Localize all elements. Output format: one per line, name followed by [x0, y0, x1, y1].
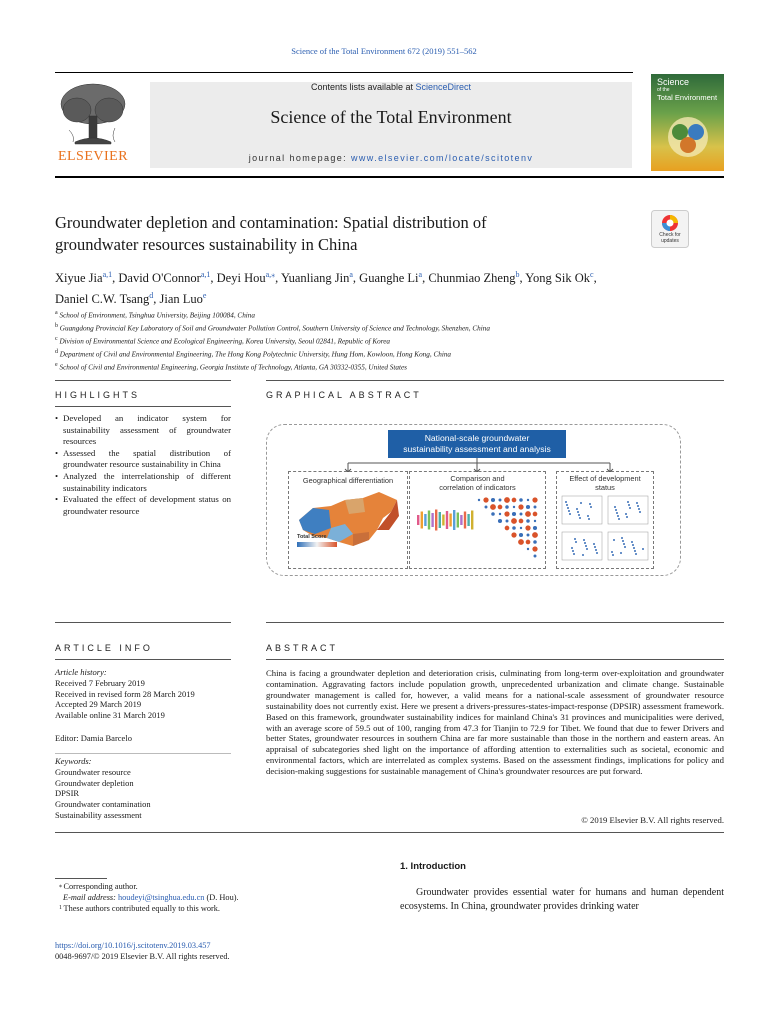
ga-scatter-point [574, 538, 576, 540]
ga-correlation-dot [511, 518, 517, 524]
ga-boxplot-mark [471, 511, 473, 530]
keyword[interactable]: Groundwater resource [55, 766, 131, 777]
email-link[interactable]: houdeyi@tsinghua.edu.cn [118, 893, 205, 903]
ga-boxplot-mark [460, 515, 462, 525]
ga-correlation-dot [478, 499, 480, 501]
ga-boxplot-mark [446, 511, 448, 529]
history-entry: Received in revised form 28 March 2019 [55, 688, 195, 699]
ga-correlation-dot [532, 532, 538, 538]
article-title-line-1: Groundwater depletion and contamination: Spatial distribution of [55, 213, 487, 232]
affiliation-text: School of Environment, Tsinghua University, Beijing 100084, China [59, 311, 255, 320]
highlights-heading: HIGHLIGHTS [55, 390, 141, 400]
author-separator: , [210, 271, 217, 286]
abstract-rule [266, 622, 724, 623]
author-separator: , [112, 271, 119, 286]
crossmark-badge[interactable] [651, 210, 689, 248]
cover-title-3: Total Environment [657, 93, 718, 102]
affiliation-list [55, 308, 735, 372]
ga-correlation-dot [527, 534, 530, 537]
homepage-link[interactable]: www.elsevier.com/locate/scitotenv [351, 153, 534, 163]
ga-scatter-point [637, 505, 639, 507]
author-affiliation-marker[interactable]: b [515, 270, 520, 279]
abstract-text: China is facing a groundwater depletion and deterioration crisis, culminating from long-term over-exploitation and groundwater contamination. Aggravating factors include population growth, unprecedented urbanization and climate change. Sustainable groundwater management is called for, however, a valid means for a national-scale assessment of groundwater resource sustainability does not currently exist. Here we present a drivers-pressures-states-impact-response (DPSIR) assessment framework. Based on this framework, groundwater sustainability indices for mainland China's 31 provinces and municipalities were derived, with an average score of 59.5 out of 100, ranging from 47.3 for Tianjin to 72.9 for Tibet. We found that due to fewer Drivers and better States, groundwater resources in southern China are far more sustainable than those in the northern and eastern areas. An appraisal of subcategories shed light on the importance of affording attention to externalities such as societal, economic and environmental factors, which are interrelated as complex systems. Based on the assessment findings, implications for policy and decision-making suggestions for sustainable management of China's groundwater resources are put forward. [266, 668, 724, 777]
author-name[interactable]: Guanghe Li [359, 271, 419, 286]
ga-scatter-point [618, 518, 620, 520]
introduction-paragraph: Groundwater provides essential water for humans and human dependent ecosystems. In China, groundwater provides drinking water [400, 887, 724, 912]
affiliation-marker: b [55, 322, 58, 329]
keywords-block [55, 756, 231, 821]
affiliation [55, 334, 735, 347]
header-rule-bottom [55, 176, 724, 178]
homepage-prefix: journal homepage: [248, 153, 351, 163]
email-label: E-mail address: [63, 893, 118, 903]
ga-correlation-dot [519, 498, 523, 502]
affiliation [55, 347, 735, 360]
ga-scatter-point [623, 543, 625, 545]
article-title [55, 212, 615, 256]
ga-correlation-dot [499, 513, 501, 515]
crossmark-label-1: Check for [659, 232, 681, 238]
ga-correlation-dot [526, 519, 530, 523]
ga-boxplot-mark [435, 510, 437, 531]
ga-scatter-point [571, 547, 573, 549]
author-separator: , [153, 292, 160, 307]
ga-connector-lines [280, 458, 670, 472]
article-info-rule-2 [55, 659, 231, 660]
graphical-abstract-heading: GRAPHICAL ABSTRACT [266, 390, 422, 400]
journal-cover[interactable] [651, 74, 724, 171]
ga-scatter-point [596, 552, 598, 554]
author-separator: , [422, 271, 429, 286]
ga-correlation-dot [483, 497, 488, 502]
email-suffix: (D. Hou). [204, 893, 239, 903]
ga-boxplot-mark [417, 515, 419, 525]
author-affiliation-marker[interactable]: d [149, 291, 154, 301]
footnote-rule [55, 878, 107, 879]
ga-scatter-point [634, 550, 636, 552]
article-info-heading: ARTICLE INFO [55, 643, 153, 653]
ga-scatter-point [572, 550, 574, 552]
front-matter-rule [55, 832, 724, 833]
ga-scatter-point [636, 502, 638, 504]
ga-scatter-point [638, 508, 640, 510]
ga-panel-development-label-1: Effect of development [569, 474, 641, 483]
ga-boxplot-mark [464, 512, 466, 529]
author-name[interactable]: David O'Connor [118, 271, 201, 286]
cover-title-2: of the [657, 87, 670, 93]
journal-citation[interactable]: Science of the Total Environment 672 (2019) 551–562 [291, 46, 477, 56]
ga-scatter-point [594, 546, 596, 548]
ga-correlation-dot [505, 526, 510, 531]
ga-scatter-point [642, 548, 644, 550]
keywords-rule [55, 753, 231, 754]
ga-scatter-point [622, 540, 624, 542]
ga-scatter-point [576, 508, 578, 510]
ga-boxplot-mark [467, 514, 469, 526]
ga-correlation-dot [498, 505, 503, 510]
highlight-item: • Developed an indicator system for sustainability assessment of groundwater resources [55, 413, 231, 448]
issn-line: 0048-9697/© 2019 Elsevier B.V. All rights reserved. [55, 952, 230, 962]
ga-boxplot-mark [421, 512, 423, 529]
author-separator: , [352, 271, 360, 286]
scatter-thumbnails [560, 494, 652, 566]
ga-correlation-dot [532, 497, 537, 502]
ga-scatter-point [580, 502, 582, 504]
ga-scatter-point [590, 506, 592, 508]
contents-prefix: Contents lists available at [310, 82, 416, 92]
highlight-item: • Analyzed the interrelationship of different sustainability indicators [55, 471, 231, 494]
corresponding-author-note: Corresponding author. [63, 882, 138, 891]
author-list [55, 266, 735, 308]
ga-scatter-point [635, 553, 637, 555]
ga-scatter-point [621, 537, 623, 539]
author-affiliation-marker[interactable]: a [349, 270, 353, 279]
ga-panel-development-label-2: status [595, 483, 615, 492]
highlight-item: • Evaluated the effect of development status on groundwater resource [55, 494, 231, 517]
ga-boxplot-mark [442, 515, 444, 526]
ga-correlation-dot [533, 512, 538, 517]
ga-scatter-point [566, 504, 568, 506]
ga-correlation-dot [505, 505, 509, 509]
ga-scatter-point [616, 512, 618, 514]
ga-scatter-point [586, 548, 588, 550]
ga-panel-comparison-label-2: correlation of indicators [439, 483, 516, 492]
abstract-heading: ABSTRACT [266, 643, 339, 653]
author-affiliation-marker[interactable]: e [202, 291, 207, 301]
ga-panel-comparison [409, 471, 546, 569]
china-map-thumbnail [293, 490, 405, 558]
ga-scatter-point [589, 503, 591, 505]
author-affiliation-marker[interactable]: a,1 [102, 270, 113, 279]
ga-correlation-dot [519, 533, 523, 537]
ga-correlation-dot [525, 525, 530, 530]
ga-boxplot-mark [449, 514, 451, 527]
ga-scatter-point [582, 554, 584, 556]
ga-scatter-point [627, 501, 629, 503]
ga-scatter-point [626, 516, 628, 518]
ga-scatter-point [575, 541, 577, 543]
affiliation [55, 308, 735, 321]
author-name[interactable]: Daniel C.W. Tsang [55, 292, 150, 307]
ga-correlation-dot [525, 511, 531, 517]
ga-scatter-point [587, 515, 589, 517]
ga-scatter-point [629, 507, 631, 509]
ga-correlation-dot [491, 512, 495, 516]
keyword[interactable]: DPSIR [55, 788, 80, 799]
ga-scatter-point [631, 541, 633, 543]
ga-correlation-dot [513, 506, 515, 508]
graphical-abstract-title [388, 430, 566, 458]
ga-correlation-dot [534, 555, 537, 558]
map-legend-title: Total Score [297, 534, 327, 540]
ga-scatter-point [620, 552, 622, 554]
ga-correlation-dot [518, 504, 523, 509]
affiliation [55, 360, 735, 373]
affiliation-marker: e [55, 361, 58, 368]
article-title-line-2: groundwater resources sustainability in China [55, 235, 358, 254]
ga-title-line-1: National-scale groundwater [424, 433, 530, 443]
ga-scatter-point [583, 539, 585, 541]
ga-scatter-point [585, 545, 587, 547]
author-affiliation-marker[interactable]: c [590, 270, 594, 279]
ga-boxplot-mark [428, 511, 430, 530]
affiliation-text: School of Civil and Environmental Engineering, Georgia Institute of Technology, Atlanta, GA 30332-0355, United States [59, 362, 407, 371]
ga-correlation-dot [519, 519, 524, 524]
author-affiliation-marker[interactable]: a,⁎ [265, 270, 276, 279]
ga-scatter-point [567, 507, 569, 509]
highlights-rule-top [55, 380, 231, 381]
ga-scatter-point [568, 510, 570, 512]
ga-panel-geography [288, 471, 408, 569]
ga-scatter-point [569, 513, 571, 515]
ga-correlation-dot [532, 546, 537, 551]
ga-correlation-dot [526, 540, 531, 545]
author-name[interactable]: Chunmiao Zheng [428, 271, 516, 286]
ga-correlation-dot [512, 526, 516, 530]
ga-correlation-dot [534, 520, 536, 522]
ga-correlation-dot [498, 519, 502, 523]
ga-boxplot-mark [424, 514, 426, 526]
affiliation [55, 321, 735, 334]
history-entry: Accepted 29 March 2019 [55, 699, 142, 710]
ga-scatter-point [632, 544, 634, 546]
ga-correlation-dot [520, 527, 522, 529]
author-name[interactable]: Jian Luo [159, 292, 203, 307]
ga-scatter-point [615, 509, 617, 511]
cover-title-1: Science [657, 77, 690, 87]
ga-scatter-point [639, 511, 641, 513]
ga-scatter-point [588, 518, 590, 520]
highlights-list [55, 413, 231, 517]
ga-correlation-dot [526, 505, 530, 509]
author-name[interactable]: Deyi Hou [216, 271, 266, 286]
ga-scatter-point [573, 553, 575, 555]
ga-scatter-point [614, 506, 616, 508]
sciencedirect-link[interactable]: ScienceDirect [415, 82, 472, 92]
crossmark-label-2: updates [661, 238, 679, 244]
journal-homepage [150, 153, 632, 163]
author-separator: , [275, 271, 281, 286]
ga-scatter-point [612, 554, 614, 556]
keyword[interactable]: Sustainability assessment [55, 809, 142, 820]
editor-line: Editor: Damia Barcelo [55, 733, 132, 743]
article-history [55, 667, 231, 721]
keyword[interactable]: Groundwater contamination [55, 799, 151, 810]
author-affiliation-marker[interactable]: a [418, 270, 423, 279]
ga-scatter-point [593, 543, 595, 545]
footnotes: ⁎ Corresponding author. E-mail address: houdeyi@tsinghua.edu.cn (D. Hou). $^1$ These authors contributed equally to this work. [59, 882, 239, 914]
affiliation-marker: c [55, 335, 58, 342]
affiliation-text: Department of Civil and Environmental Engineering, The Hong Kong Polytechnic University, Hung Hom, Kowloon, Hong Kong, China [59, 350, 452, 359]
ga-scatter-point [595, 549, 597, 551]
ga-correlation-dot [527, 499, 529, 501]
ga-correlation-dot [485, 506, 488, 509]
ga-boxplot-mark [457, 513, 459, 528]
author-separator: , [519, 271, 526, 286]
ga-correlation-dot [512, 512, 516, 516]
ga-correlation-dot [520, 513, 523, 516]
ga-scatter-point [577, 511, 579, 513]
ga-scatter-point [625, 513, 627, 515]
elsevier-wordmark: ELSEVIER [57, 149, 129, 164]
abstract-copyright: © 2019 Elsevier B.V. All rights reserved. [581, 815, 724, 825]
author-name[interactable]: Yong Sik Ok [525, 271, 591, 286]
keywords-label: Keywords: [55, 756, 92, 766]
ga-scatter-point [579, 517, 581, 519]
ga-title-line-2: sustainability assessment and analysis [403, 444, 551, 454]
affiliation-marker: a [55, 310, 58, 316]
ga-scatter-point [633, 547, 635, 549]
ga-scatter-point [578, 514, 580, 516]
ga-correlation-dot [499, 499, 502, 502]
graphical-abstract-rule [266, 380, 724, 381]
ga-correlation-dot [491, 498, 495, 502]
doi-link[interactable]: https://doi.org/10.1016/j.scitotenv.2019.03.457 [55, 941, 211, 950]
article-info-rule [55, 622, 231, 623]
article-history-label: Article history: [55, 667, 107, 677]
ga-panel-comparison-label-1: Comparison and [450, 474, 505, 483]
ga-correlation-dot [490, 504, 496, 510]
affiliation-marker: d [55, 348, 58, 355]
ga-correlation-dot [512, 498, 517, 503]
correlation-thumbnail [413, 494, 543, 566]
introduction-heading: 1. Introduction [400, 861, 466, 872]
ga-scatter-point [617, 515, 619, 517]
ga-correlation-dot [504, 497, 510, 503]
author-separator: , [593, 271, 597, 286]
author-affiliation-marker[interactable]: a,1 [200, 270, 211, 279]
ga-scatter-point [565, 501, 567, 503]
cover-graphic [665, 114, 711, 160]
ga-scatter-point [628, 504, 630, 506]
affiliation-text: Division of Environmental Science and Ecological Engineering, Korea University, Seoul 02841, Republic of Korea [59, 337, 391, 346]
keyword[interactable]: Groundwater depletion [55, 777, 134, 788]
ga-correlation-dot [527, 548, 529, 550]
contents-line [150, 82, 632, 92]
ga-scatter-point [613, 539, 615, 541]
ga-correlation-dot [518, 539, 524, 545]
ga-scatter-point [584, 542, 586, 544]
ga-correlation-dot [534, 506, 537, 509]
history-entry: Available online 31 March 2019 [55, 710, 165, 721]
ga-scatter-point [624, 546, 626, 548]
ga-scatter-point [611, 551, 613, 553]
map-legend-gradient [297, 542, 337, 547]
ga-correlation-dot [504, 511, 509, 516]
header-rule-top [55, 72, 633, 73]
highlights-rule-bottom [55, 406, 231, 407]
highlight-item: • Assessed the spatial distribution of groundwater resource sustainability in China [55, 448, 231, 471]
ga-panel-geography-label: Geographical differentiation [302, 476, 394, 485]
ga-correlation-dot [506, 520, 509, 523]
ga-boxplot-mark [453, 510, 455, 530]
author-name[interactable]: Yuanliang Jin [280, 271, 350, 286]
ga-boxplot-mark [431, 513, 433, 527]
ga-boxplot-mark [439, 512, 441, 528]
ga-correlation-dot [511, 532, 516, 537]
ga-panel-development [556, 471, 654, 569]
doi-block [55, 940, 355, 962]
journal-name: Science of the Total Environment [270, 107, 512, 127]
affiliation-text: Guangdong Provincial Key Laboratory of Soil and Groundwater Pollution Control, Southern University of Science and Technology, Shenzhen, China [59, 324, 490, 333]
abstract-rule-2 [266, 659, 724, 660]
ga-correlation-dot [533, 540, 537, 544]
author-name[interactable]: Xiyue Jia [55, 271, 103, 286]
history-entry: Received 7 February 2019 [55, 677, 145, 688]
ga-correlation-dot [533, 526, 537, 530]
equal-contribution-note: These authors contributed equally to this work. [63, 904, 220, 914]
